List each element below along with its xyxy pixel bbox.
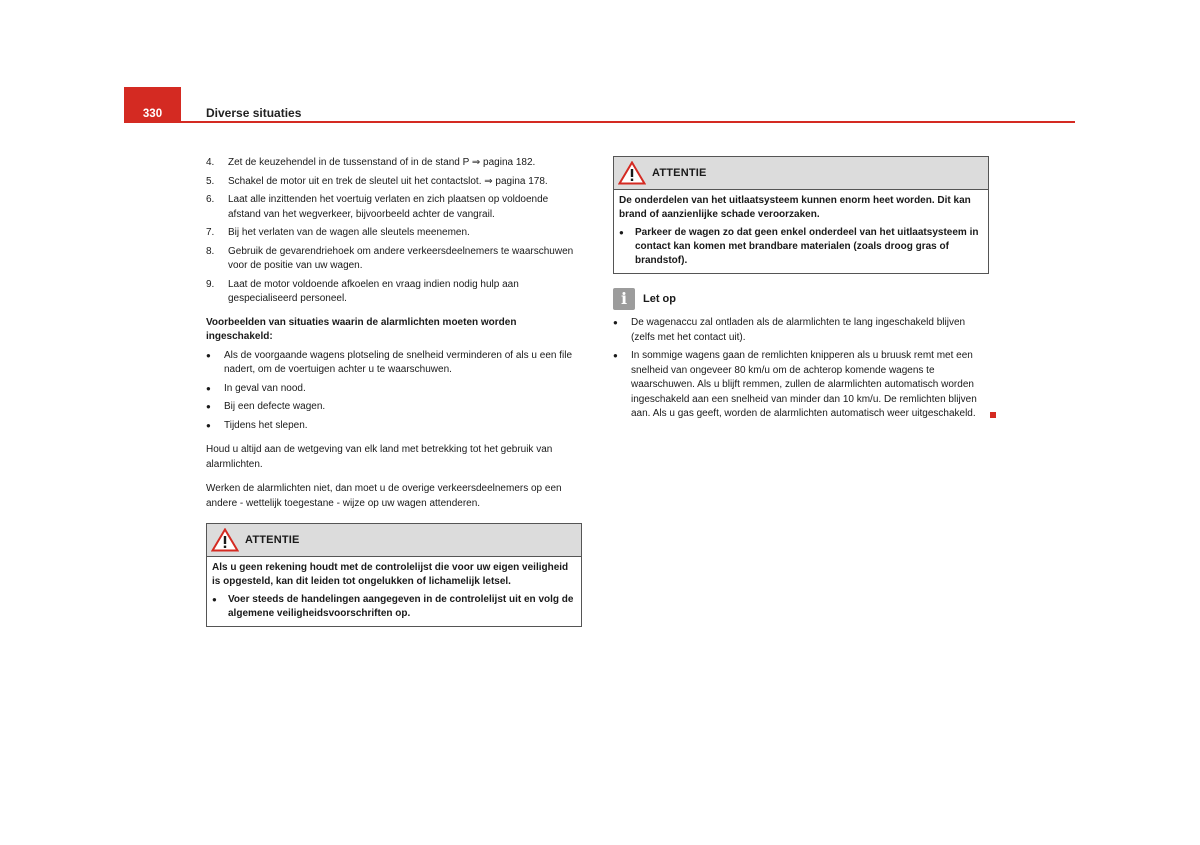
steps-list — [206, 156, 582, 307]
warning-text: Als u geen rekening houdt met de controlelijst die voor uw eigen veiligheid is opgesteld, kan dit leiden tot ongelukken of lichamelijk letsel. — [212, 562, 569, 587]
warning-bullet: ● Parkeer de wagen zo dat geen enkel onderdeel van het uitlaatsysteem in contact kan komen met brandbare materialen (zoals droog gras of brandstof). — [619, 227, 979, 266]
note-header — [613, 288, 989, 310]
warning-text: De onderdelen van het uitlaatsysteem kunnen enorm heet worden. Dit kan brand of aanzienlijke schade veroorzaken. — [619, 195, 971, 220]
warning-bullet: ● Voer steeds de handelingen aangegeven in de controlelijst uit en volg de algemene veiligheidsvoorschriften op. — [212, 594, 574, 619]
right-column — [613, 156, 989, 426]
list-item: ● In sommige wagens gaan de remlichten knipperen als u bruusk remt met een snelheid van ongeveer 80 km/u om de achterop komende wagens te waarschuwen. Als u blijft remmen, zullen de alarmlichten automatisch worden ingeschakeld aan een snelheid van minder dan 10 km/u. De remlichten blijven aan. Als u gas geeft, worden de alarmlichten automatisch weer uitgeschakeld. — [613, 349, 989, 422]
examples-heading: Voorbeelden van situaties waarin de alarmlichten moeten worden ingeschakeld: — [206, 316, 517, 342]
warning-box — [613, 156, 989, 274]
examples-list — [206, 349, 582, 434]
section-title: Diverse situaties — [206, 106, 302, 120]
warning-header — [614, 157, 988, 190]
note-list — [613, 316, 989, 422]
list-item: ● Tijdens het slepen. — [206, 419, 582, 434]
warning-body — [614, 190, 988, 273]
bullet-icon: ● — [206, 383, 211, 393]
end-of-section-marker — [990, 412, 996, 418]
bullet-icon: ● — [613, 318, 618, 327]
paragraph-alternative: Werken de alarmlichten niet, dan moet u de overige verkeersdeelnemers op een andere - wettelijk toegestane - wijze op uw wagen attenderen. — [206, 483, 562, 509]
list-item: ● In geval van nood. — [206, 382, 582, 397]
info-icon: i — [613, 288, 635, 310]
left-column — [206, 156, 582, 627]
bullet-icon: ● — [206, 350, 211, 360]
note-title: Let op — [643, 292, 676, 305]
step-item: 4. Zet de keuzehendel in de tussenstand of in de stand P ⇒ pagina 182. — [206, 157, 536, 168]
step-item: 8. Gebruik de gevarendriehoek om andere verkeersdeelnemers te waarschuwen voor de positie van uw wagen. — [206, 245, 574, 271]
warning-title: ATTENTIE — [652, 166, 707, 179]
paragraph-legislation: Houd u altijd aan de wetgeving van elk land met betrekking tot het gebruik van alarmlichten. — [206, 444, 553, 470]
bullet-icon: ● — [613, 351, 618, 360]
list-item: ● Als de voorgaande wagens plotseling de snelheid verminderen of als u een file nadert, om de voertuigen achter u te waarschuwen. — [206, 349, 582, 378]
step-item: 6. Laat alle inzittenden het voertuig verlaten en zich plaatsen op voldoende afstand van het wegverkeer, bijvoorbeeld achter de vangrail. — [206, 194, 549, 220]
bullet-icon: ● — [206, 402, 211, 411]
warning-body — [207, 557, 581, 626]
warning-triangle-icon — [211, 528, 239, 552]
warning-title: ATTENTIE — [245, 533, 300, 546]
header-rule — [181, 121, 1075, 123]
warning-header — [207, 524, 581, 557]
bullet-icon: ● — [619, 228, 624, 237]
warning-triangle-icon — [618, 161, 646, 185]
bullet-icon: ● — [206, 420, 211, 430]
warning-box — [206, 523, 582, 627]
step-item: 5. Schakel de motor uit en trek de sleutel uit het contactslot. ⇒ pagina 178. — [206, 175, 548, 187]
list-item: ● Bij een defecte wagen. — [206, 400, 582, 415]
step-item: 7. Bij het verlaten van de wagen alle sleutels meenemen. — [206, 227, 470, 238]
bullet-icon: ● — [212, 595, 217, 604]
step-item: 9. Laat de motor voldoende afkoelen en vraag indien nodig hulp aan gespecialiseerd personeel. — [206, 278, 519, 304]
list-item: ● De wagenaccu zal ontladen als de alarmlichten te lang ingeschakeld blijven (zelfs met het contact uit). — [613, 316, 989, 345]
page-number: 330 — [124, 87, 181, 123]
